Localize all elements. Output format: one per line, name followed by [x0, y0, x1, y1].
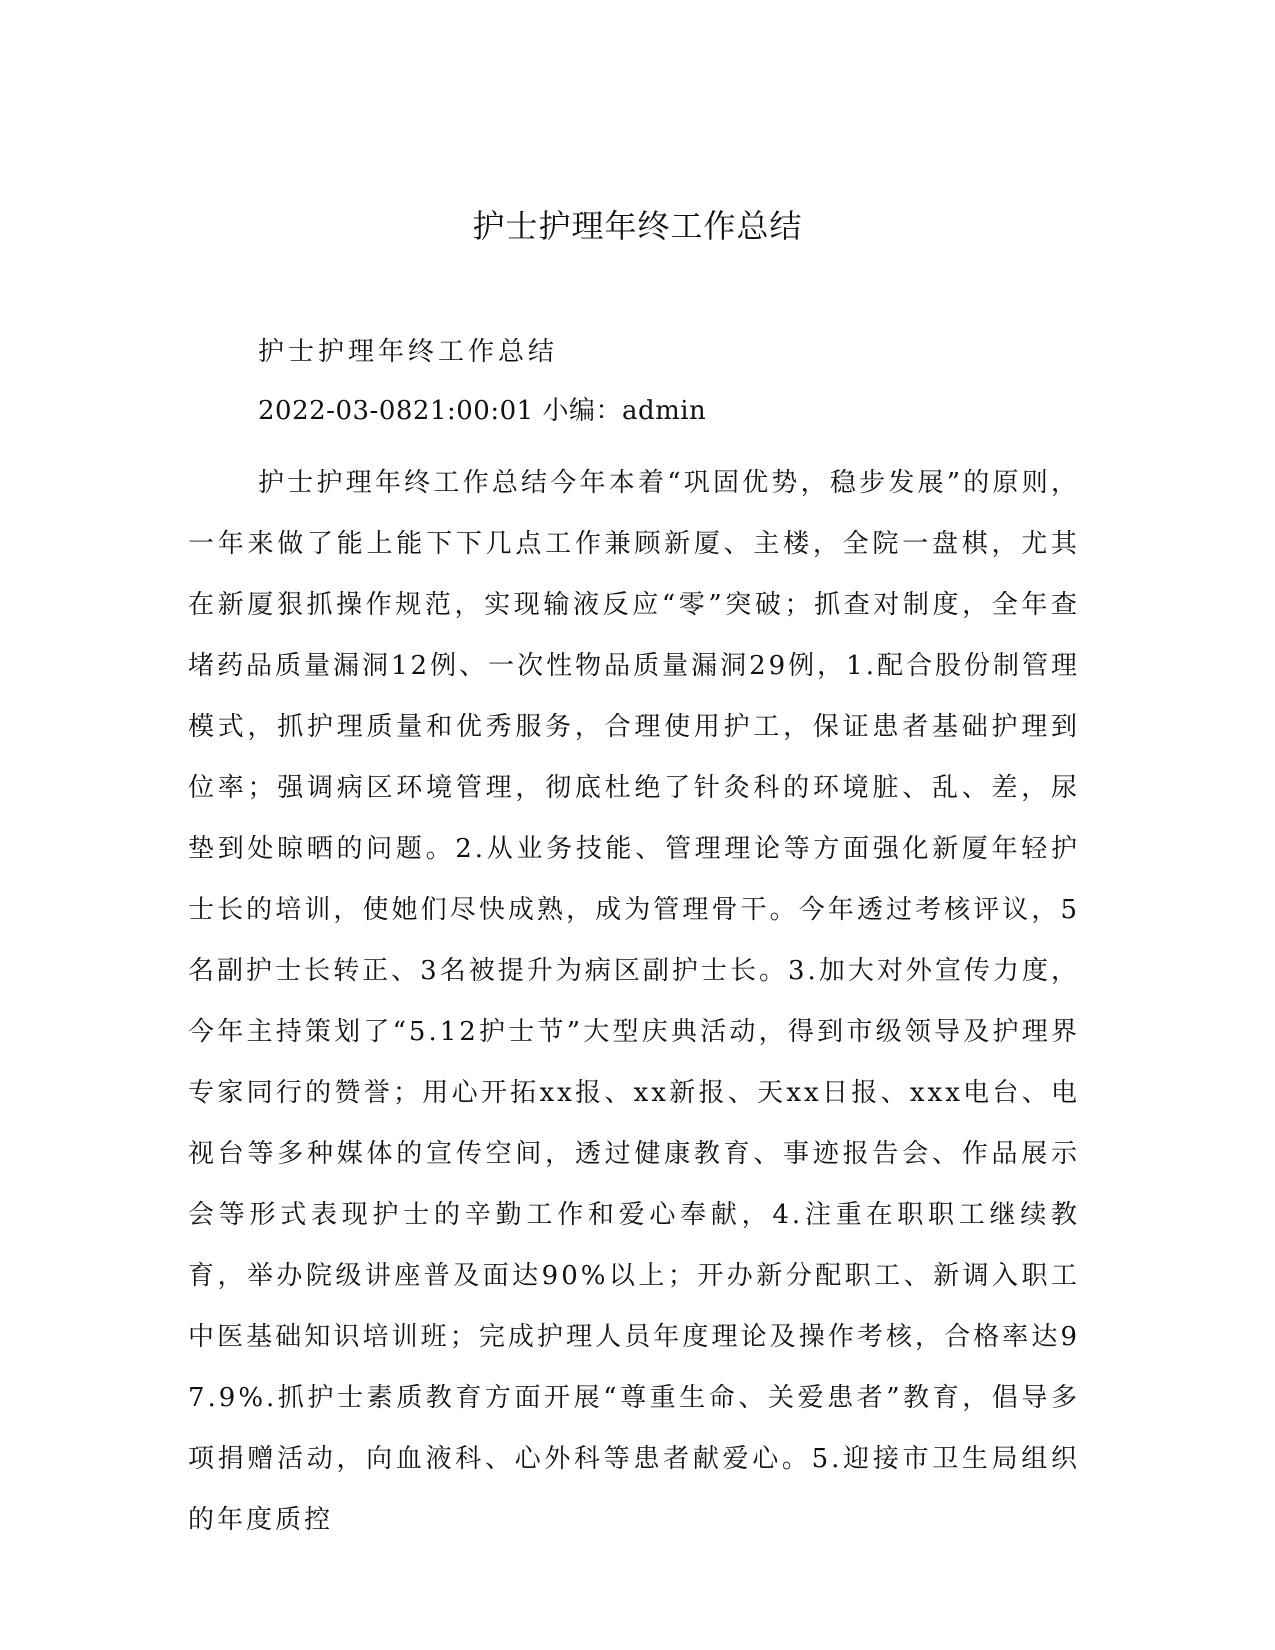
document-body-paragraph: 护士护理年终工作总结今年本着“巩固优势，稳步发展”的原则，一年来做了能上能下下几点工作兼顾新厦、主楼，全院一盘棋，尤其在新厦狠抓操作规范，实现输液反应“零”突破；抓查对制度，全年查堵药品质量漏洞12例、一次性物品质量漏洞29例，1.配合股份制管理模式，抓护理质量和优秀服务，合理使用护工，保证患者基础护理到位率；强调病区环境管理，彻底杜绝了针灸科的环境脏、乱、差，尿垫到处晾晒的问题。2.从业务技能、管理理论等方面强化新厦年轻护士长的培训，使她们尽快成熟，成为管理骨干。今年透过考核评议，5名副护士长转正、3名被提升为病区副护士长。3.加大对外宣传力度，今年主持策划了“5.12护士节”大型庆典活动，得到市级领导及护理界专家同行的赞誉；用心开拓xx报、xx新报、天xx日报、xxx电台、电视台等多种媒体的宣传空间，透过健康教育、事迹报告会、作品展示会等形式表现护士的辛勤工作和爱心奉献，4.注重在职职工继续教育，举办院级讲座普及面达90%以上；开办新分配职工、新调入职工中医基础知识培训班；完成护理人员年度理论及操作考核，合格率达97.9%.抓护士素质教育方面开展“尊重生命、关爱患者”教育，倡导多项捐赠活动，向血液科、心外科等患者献爱心。5.迎接市卫生局组织的年度质控 — [188, 468, 1080, 1535]
document-subtitle: 护士护理年终工作总结 — [258, 337, 559, 367]
document-title: 护士护理年终工作总结 — [472, 207, 803, 245]
document-dateline: 2022-03-0821:00:01 小编：admin — [258, 396, 707, 426]
